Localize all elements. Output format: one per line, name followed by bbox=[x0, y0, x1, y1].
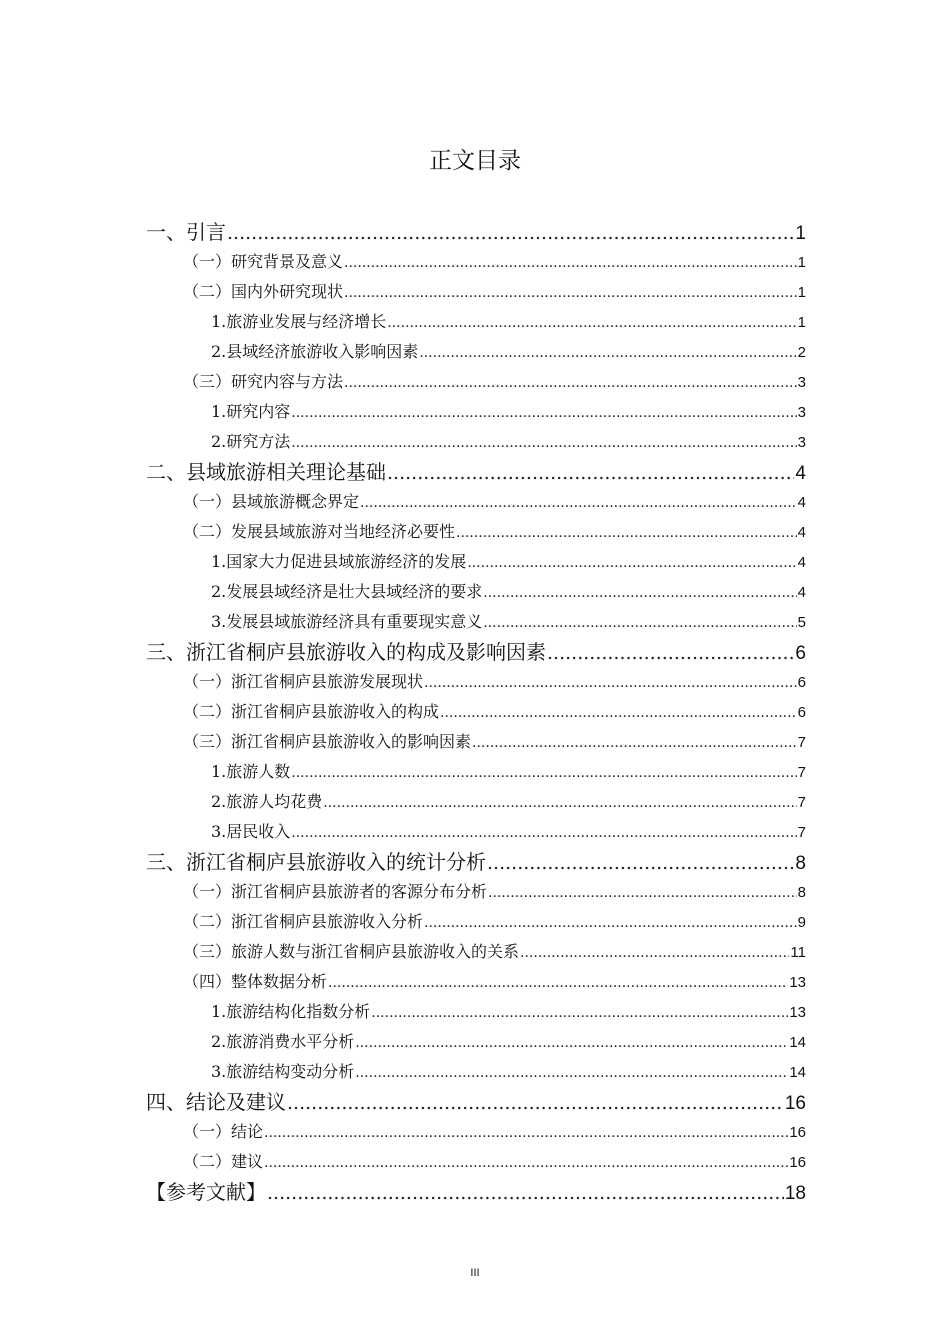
toc-entry-title: 2.研究方法 bbox=[211, 432, 291, 451]
toc-entry-level-3[interactable] bbox=[211, 337, 806, 368]
toc-entry-title: （一）县域旅游概念界定 bbox=[183, 492, 360, 511]
toc-entry-title: （三）浙江省桐庐县旅游收入的影响因素 bbox=[183, 732, 472, 751]
toc-entry-title: （二）浙江省桐庐县旅游收入分析 bbox=[183, 912, 424, 931]
toc-entry-level-2[interactable] bbox=[183, 727, 806, 758]
toc-entry-level-3[interactable] bbox=[211, 427, 806, 458]
toc-entry-page-number: 6 bbox=[797, 674, 806, 691]
toc-entry-page-number: 13 bbox=[789, 1004, 806, 1021]
toc-entry-level-1[interactable] bbox=[146, 637, 806, 669]
toc-entry-level-2[interactable] bbox=[183, 967, 806, 998]
dot-leader bbox=[547, 638, 794, 668]
toc-entry-page-number: 16 bbox=[784, 1093, 806, 1114]
toc-entry-level-2[interactable] bbox=[183, 247, 806, 278]
toc-entry-title: 3.旅游结构变动分析 bbox=[211, 1062, 355, 1081]
dot-leader bbox=[419, 338, 796, 368]
dot-leader bbox=[467, 548, 796, 578]
toc-entry-title: 四、结论及建议 bbox=[146, 1090, 286, 1114]
toc-entry-title: 2.旅游消费水平分析 bbox=[211, 1032, 355, 1051]
toc-entry-page-number: 14 bbox=[789, 1034, 806, 1051]
toc-entry-page-number: 8 bbox=[797, 884, 806, 901]
toc-entry-level-3[interactable] bbox=[211, 577, 806, 608]
toc-entry-level-3[interactable] bbox=[211, 1057, 806, 1088]
dot-leader bbox=[440, 698, 797, 728]
dot-leader bbox=[387, 458, 794, 488]
toc-entry-level-1[interactable] bbox=[146, 1087, 806, 1119]
toc-entry-page-number: 7 bbox=[797, 734, 806, 751]
dot-leader bbox=[264, 1148, 788, 1178]
toc-entry-level-1[interactable] bbox=[146, 847, 806, 879]
toc-entry-level-1[interactable] bbox=[146, 457, 806, 489]
toc-entry-page-number: 4 bbox=[797, 494, 806, 511]
toc-entry-page-number: 8 bbox=[795, 853, 806, 874]
dot-leader bbox=[424, 908, 797, 938]
dot-leader bbox=[424, 668, 797, 698]
dot-leader bbox=[487, 848, 794, 878]
toc-entry-level-3[interactable] bbox=[211, 397, 806, 428]
dot-leader bbox=[291, 398, 796, 428]
dot-leader bbox=[387, 308, 796, 338]
toc-entry-page-number: 5 bbox=[797, 614, 806, 631]
dot-leader bbox=[520, 938, 789, 968]
toc-entry-level-3[interactable] bbox=[211, 997, 806, 1028]
toc-entry-level-3[interactable] bbox=[211, 307, 806, 338]
dot-leader bbox=[371, 998, 788, 1028]
toc-entry-title: 【参考文献】 bbox=[146, 1180, 266, 1204]
dot-leader bbox=[267, 1178, 784, 1208]
dot-leader bbox=[328, 968, 788, 998]
toc-entry-level-2[interactable] bbox=[183, 277, 806, 308]
toc-entry-title: 2.旅游人均花费 bbox=[211, 792, 323, 811]
toc-entry-title: 2.发展县域经济是壮大县域经济的要求 bbox=[211, 582, 483, 601]
toc-entry-title: 三、浙江省桐庐县旅游收入的统计分析 bbox=[146, 850, 486, 874]
dot-leader bbox=[287, 1088, 784, 1118]
dot-leader bbox=[344, 278, 797, 308]
toc-entry-page-number: 7 bbox=[797, 824, 806, 841]
toc-entry-title: （三）旅游人数与浙江省桐庐县旅游收入的关系 bbox=[183, 942, 520, 961]
toc-entry-page-number: 13 bbox=[789, 974, 806, 991]
toc-entry-page-number: 7 bbox=[797, 764, 806, 781]
dot-leader bbox=[227, 218, 794, 248]
toc-entry-title: 一、引言 bbox=[146, 220, 226, 244]
toc-entry-title: （一）浙江省桐庐县旅游发展现状 bbox=[183, 672, 424, 691]
toc-entry-title: 二、县域旅游相关理论基础 bbox=[146, 460, 386, 484]
toc-entry-page-number: 11 bbox=[790, 944, 806, 961]
toc-entry-level-2[interactable] bbox=[183, 877, 806, 908]
toc-entry-level-2[interactable] bbox=[183, 517, 806, 548]
toc-entry-title: 3.发展县域旅游经济具有重要现实意义 bbox=[211, 612, 483, 631]
toc-entry-level-1[interactable] bbox=[146, 217, 806, 249]
toc-entry-page-number: 3 bbox=[797, 374, 806, 391]
toc-entry-title: 2.县域经济旅游收入影响因素 bbox=[211, 342, 419, 361]
page-title: 正文目录 bbox=[429, 148, 521, 174]
toc-entry-page-number: 4 bbox=[797, 524, 806, 541]
toc-entry-level-3[interactable] bbox=[211, 817, 806, 848]
toc-entry-level-2[interactable] bbox=[183, 1147, 806, 1178]
toc-entry-page-number: 18 bbox=[784, 1183, 806, 1204]
toc-entry-page-number: 7 bbox=[797, 794, 806, 811]
toc-entry-level-3[interactable] bbox=[211, 547, 806, 578]
toc-entry-page-number: 4 bbox=[797, 584, 806, 601]
toc-entry-title: 1.国家大力促进县域旅游经济的发展 bbox=[211, 552, 467, 571]
toc-entry-level-3[interactable] bbox=[211, 787, 806, 818]
dot-leader bbox=[472, 728, 797, 758]
toc-entry-page-number: 2 bbox=[797, 344, 806, 361]
toc-entry-page-number: 1 bbox=[797, 254, 806, 271]
toc-entry-page-number: 6 bbox=[797, 704, 806, 721]
footer-page-number: III bbox=[470, 1267, 480, 1279]
toc-entry-title: （二）国内外研究现状 bbox=[183, 282, 344, 301]
toc-entry-page-number: 3 bbox=[797, 434, 806, 451]
dot-leader bbox=[291, 428, 796, 458]
toc-entry-level-2[interactable] bbox=[183, 937, 806, 968]
toc-entry-page-number: 1 bbox=[797, 314, 806, 331]
toc-entry-level-2[interactable] bbox=[183, 907, 806, 938]
toc-entry-title: 三、浙江省桐庐县旅游收入的构成及影响因素 bbox=[146, 640, 546, 664]
toc-entry-title: （四）整体数据分析 bbox=[183, 972, 328, 991]
dot-leader bbox=[355, 1058, 788, 1088]
toc-entry-level-2[interactable] bbox=[183, 1117, 806, 1148]
dot-leader bbox=[344, 368, 797, 398]
dot-leader bbox=[291, 758, 796, 788]
dot-leader bbox=[360, 488, 797, 518]
dot-leader bbox=[456, 518, 797, 548]
toc-entry-page-number: 1 bbox=[795, 223, 806, 244]
dot-leader bbox=[344, 248, 797, 278]
dot-leader bbox=[488, 878, 797, 908]
toc-entry-title: （三）研究内容与方法 bbox=[183, 372, 344, 391]
toc-entry-title: 1.旅游人数 bbox=[211, 762, 291, 781]
toc-entry-level-3[interactable] bbox=[211, 757, 806, 788]
toc-entry-level-3[interactable] bbox=[211, 607, 806, 638]
toc-entry-page-number: 16 bbox=[789, 1124, 806, 1141]
toc-entry-title: （二）发展县域旅游对当地经济必要性 bbox=[183, 522, 456, 541]
toc-entry-level-2[interactable] bbox=[183, 667, 806, 698]
toc-entry-page-number: 9 bbox=[797, 914, 806, 931]
toc-entry-page-number: 14 bbox=[789, 1064, 806, 1081]
toc-entry-page-number: 16 bbox=[789, 1154, 806, 1171]
toc-entry-title: 1.研究内容 bbox=[211, 402, 291, 421]
dot-leader bbox=[483, 578, 796, 608]
toc-entry-level-2[interactable] bbox=[183, 487, 806, 518]
toc-entry-level-3[interactable] bbox=[211, 1027, 806, 1058]
toc-entry-title: （二）建议 bbox=[183, 1152, 264, 1171]
dot-leader bbox=[355, 1028, 788, 1058]
toc-entry-level-2[interactable] bbox=[183, 697, 806, 728]
toc-entry-title: 3.居民收入 bbox=[211, 822, 291, 841]
toc-entry-title: （一）结论 bbox=[183, 1122, 264, 1141]
toc-entry-title: 1.旅游结构化指数分析 bbox=[211, 1002, 371, 1021]
toc-entry-level-1[interactable] bbox=[146, 1177, 806, 1209]
toc-entry-page-number: 4 bbox=[797, 554, 806, 571]
toc-entry-page-number: 6 bbox=[795, 643, 806, 664]
dot-leader bbox=[264, 1118, 788, 1148]
toc-entry-page-number: 4 bbox=[795, 463, 806, 484]
toc-entry-level-2[interactable] bbox=[183, 367, 806, 398]
toc-entry-title: 1.旅游业发展与经济增长 bbox=[211, 312, 387, 331]
toc-entry-title: （一）浙江省桐庐县旅游者的客源分布分析 bbox=[183, 882, 488, 901]
toc-entry-page-number: 3 bbox=[797, 404, 806, 421]
dot-leader bbox=[483, 608, 796, 638]
dot-leader bbox=[323, 788, 796, 818]
toc-entry-title: （一）研究背景及意义 bbox=[183, 252, 344, 271]
dot-leader bbox=[291, 818, 796, 848]
toc-entry-title: （二）浙江省桐庐县旅游收入的构成 bbox=[183, 702, 440, 721]
toc-entry-page-number: 1 bbox=[797, 284, 806, 301]
